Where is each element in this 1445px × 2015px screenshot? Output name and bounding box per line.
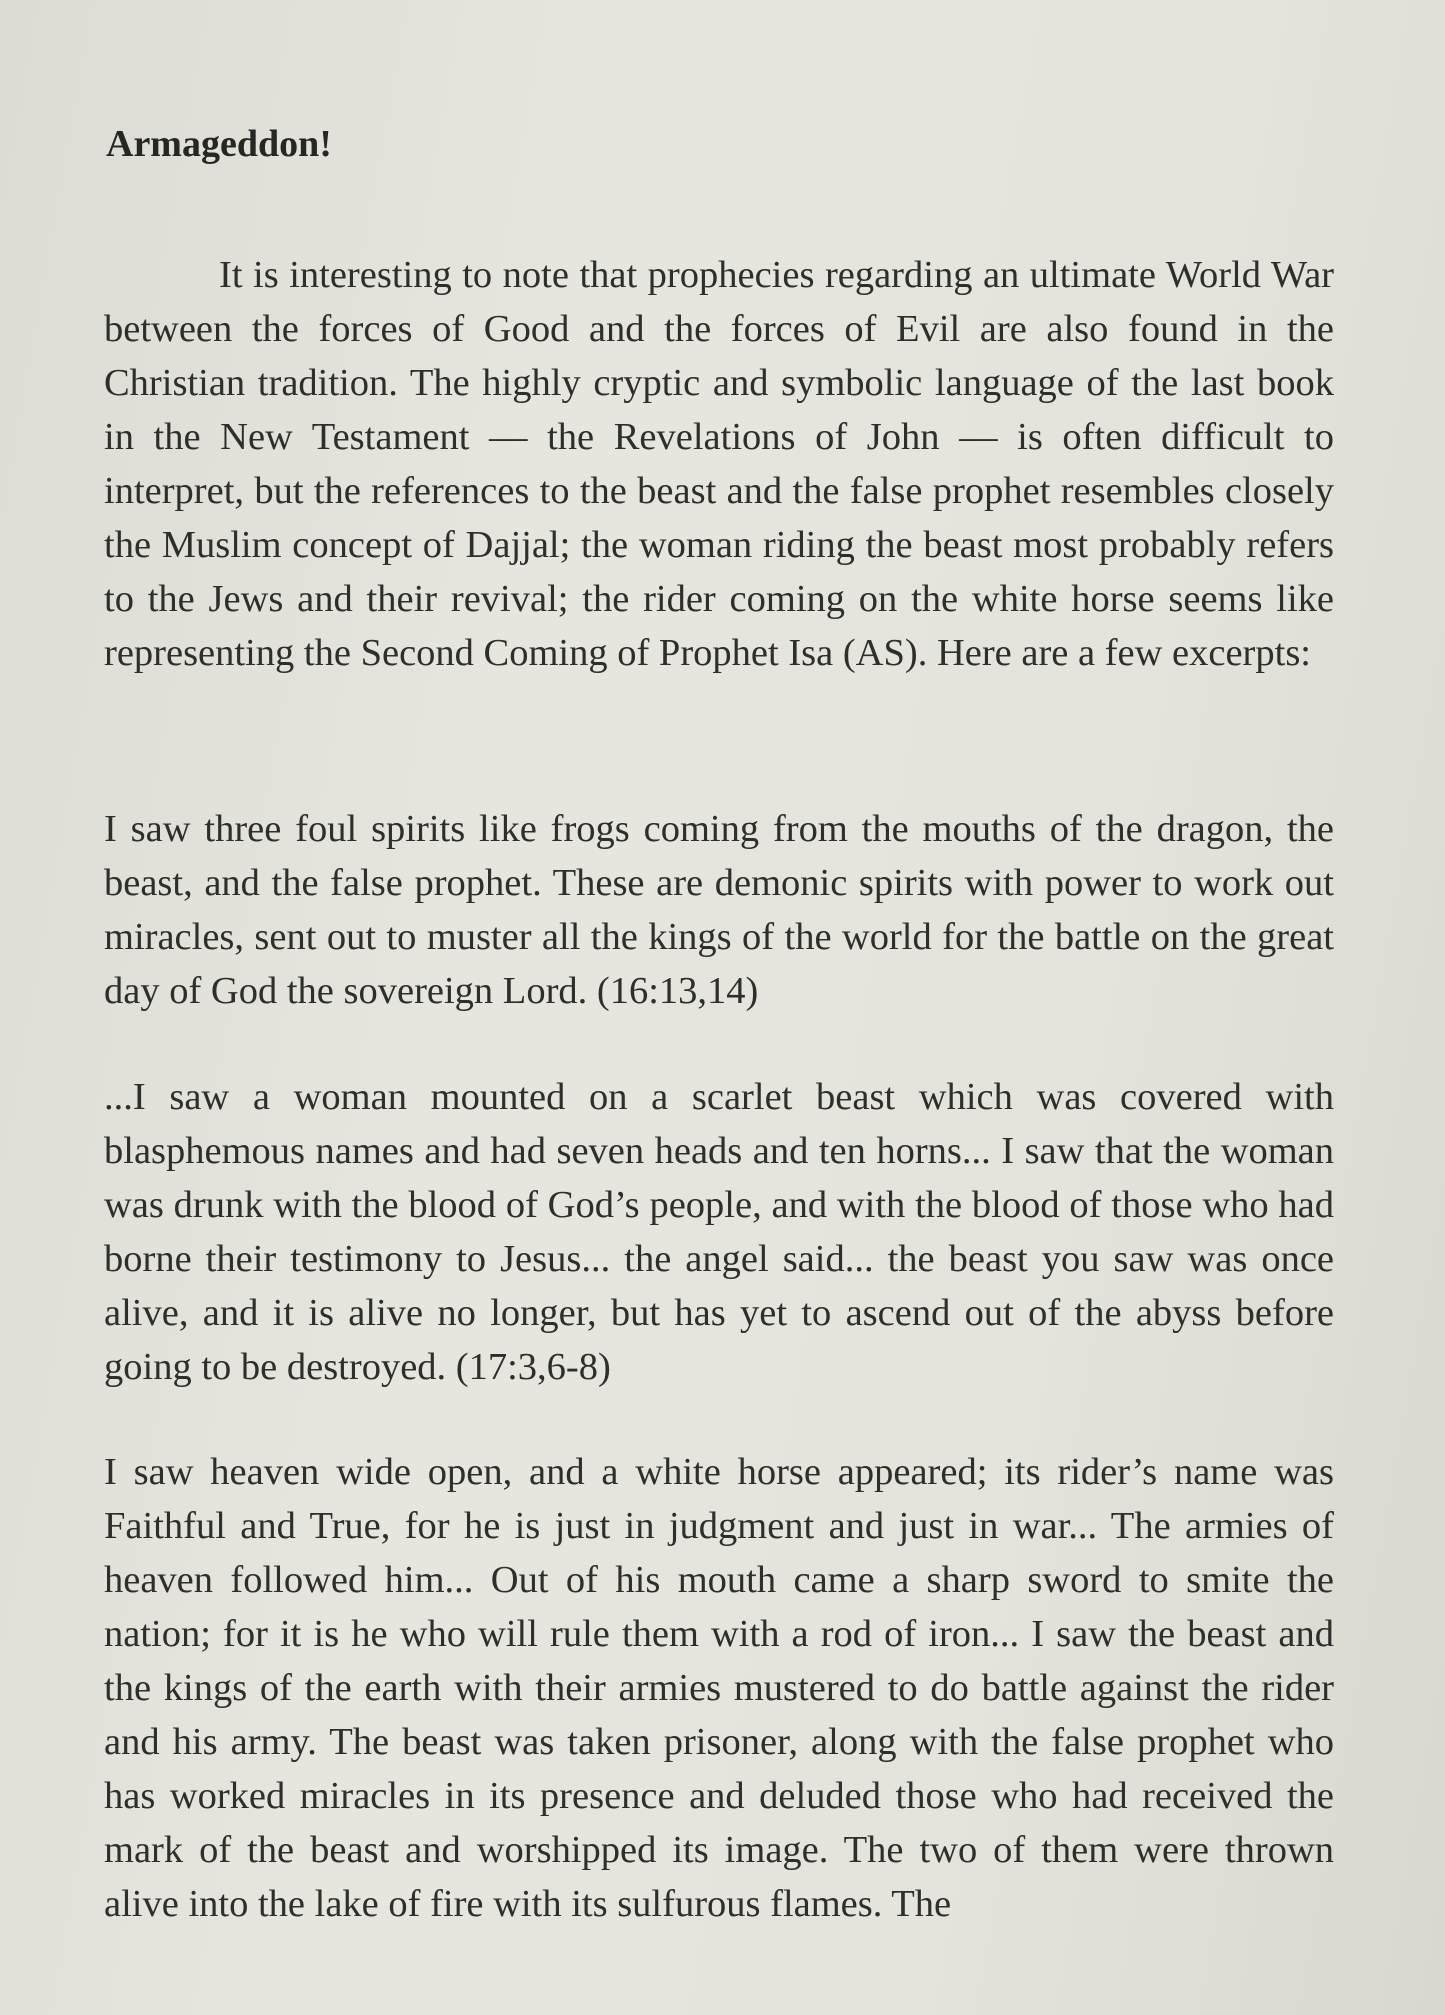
intro-paragraph: It is interesting to note that prophecies regarding an ultimate World War between the forces of Good and the forces of Evil are also found in the Christian tradition. The highly cryptic and symbolic language of the last book in the New Testament — the Revelations of John — is often difficult to interpret, but the references to the beast and the false prophet resembles closely the Muslim concept of Dajjal; the woman riding the beast most probably refers to the Jews and their revival; the rider coming on the white horse seems like representing the Second Coming of Prophet Isa (AS). Here are a few excerpts: — [104, 254, 1334, 674]
quote-paragraph-1: I saw three foul spirits like frogs coming from the mouths of the dragon, the beast, and the false prophet. These are demonic spirits with power to work out miracles, sent out to muster all the kings of the world for the battle on the great day of God the sovereign Lord. (16:13,14) — [104, 808, 1334, 1012]
section-heading: Armageddon! — [106, 123, 332, 165]
quote-paragraph-3: I saw heaven wide open, and a white horse appeared; its rider’s name was Faithful and True, for he is just in judgment and just in war... The armies of heaven followed him... Out of his mouth came a sharp sword to smite the nation; for it is he who will rule them with a rod of iron... I saw the beast and the kings of the earth with their armies mustered to do battle against the rider and his army. The beast was taken prisoner, along with the false prophet who has worked miracles in its presence and deluded those who had received the mark of the beast and worshipped its image. The two of them were thrown alive into the lake of fire with its sulfurous flames. The — [104, 1451, 1334, 1925]
quote-paragraph-2: ...I saw a woman mounted on a scarlet beast which was covered with blasphemous names and had seven heads and ten horns... I saw that the woman was drunk with the blood of God’s people, and with the blood of those who had borne their testimony to Jesus... the angel said... the beast you saw was once alive, and it is alive no longer, but has yet to ascend out of the abyss before going to be destroyed. (17:3,6-8) — [104, 1076, 1334, 1388]
